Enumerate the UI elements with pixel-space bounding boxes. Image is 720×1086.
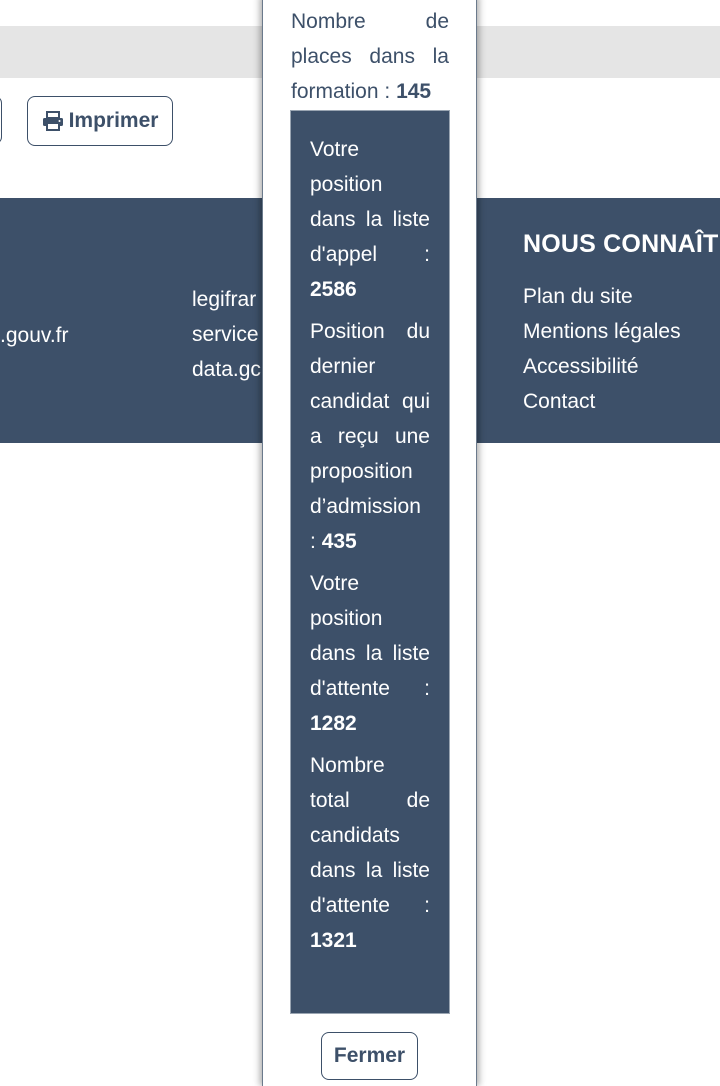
- footer-link-plan[interactable]: Plan du site: [523, 285, 633, 308]
- footer-link-accessibilite[interactable]: Accessibilité: [523, 355, 639, 378]
- footer-mid-links: [192, 282, 261, 387]
- print-label: Imprimer: [68, 109, 159, 132]
- info-popover: [262, 0, 477, 1086]
- print-button[interactable]: [27, 96, 173, 146]
- places-label: Nombre de places dans la formation :: [291, 10, 449, 103]
- stat-item-last-admitted: [310, 314, 430, 559]
- close-button[interactable]: Fermer: [321, 1032, 418, 1080]
- footer-link[interactable]: .gouv.fr: [0, 324, 69, 347]
- stat-value: 2586: [310, 278, 357, 301]
- footer-about-section: [523, 230, 718, 419]
- stat-value: 1321: [310, 929, 357, 952]
- printer-icon: [42, 111, 64, 131]
- stat-value: 1282: [310, 712, 357, 735]
- footer-link[interactable]: service: [192, 323, 259, 346]
- stat-item-waitlist-position: [310, 566, 430, 741]
- stat-label: Votre position dans la liste d'appel :: [310, 138, 430, 266]
- partial-button[interactable]: [0, 96, 2, 144]
- ranking-box: [290, 110, 450, 1014]
- footer-left-links: [0, 318, 68, 353]
- footer-link[interactable]: data.gc: [192, 358, 261, 381]
- footer-heading: NOUS CONNAÎT: [523, 230, 719, 258]
- stat-label: Votre position dans la liste d'attente :: [310, 572, 430, 700]
- stat-value: 435: [321, 530, 357, 553]
- stat-label: Position du dernier candidat qui a reçu une proposition d’admission :: [310, 320, 430, 553]
- stat-item-call-position: [310, 132, 430, 307]
- stat-label: Nombre total de candidats dans la liste d'attente :: [310, 754, 430, 917]
- stat-item-waitlist-total: [310, 748, 430, 958]
- footer-link-mentions[interactable]: Mentions légales: [523, 320, 681, 343]
- places-value: 145: [396, 80, 432, 103]
- footer-link-contact[interactable]: Contact: [523, 390, 596, 413]
- footer-link[interactable]: legifrar: [192, 288, 257, 311]
- places-info: [291, 4, 449, 109]
